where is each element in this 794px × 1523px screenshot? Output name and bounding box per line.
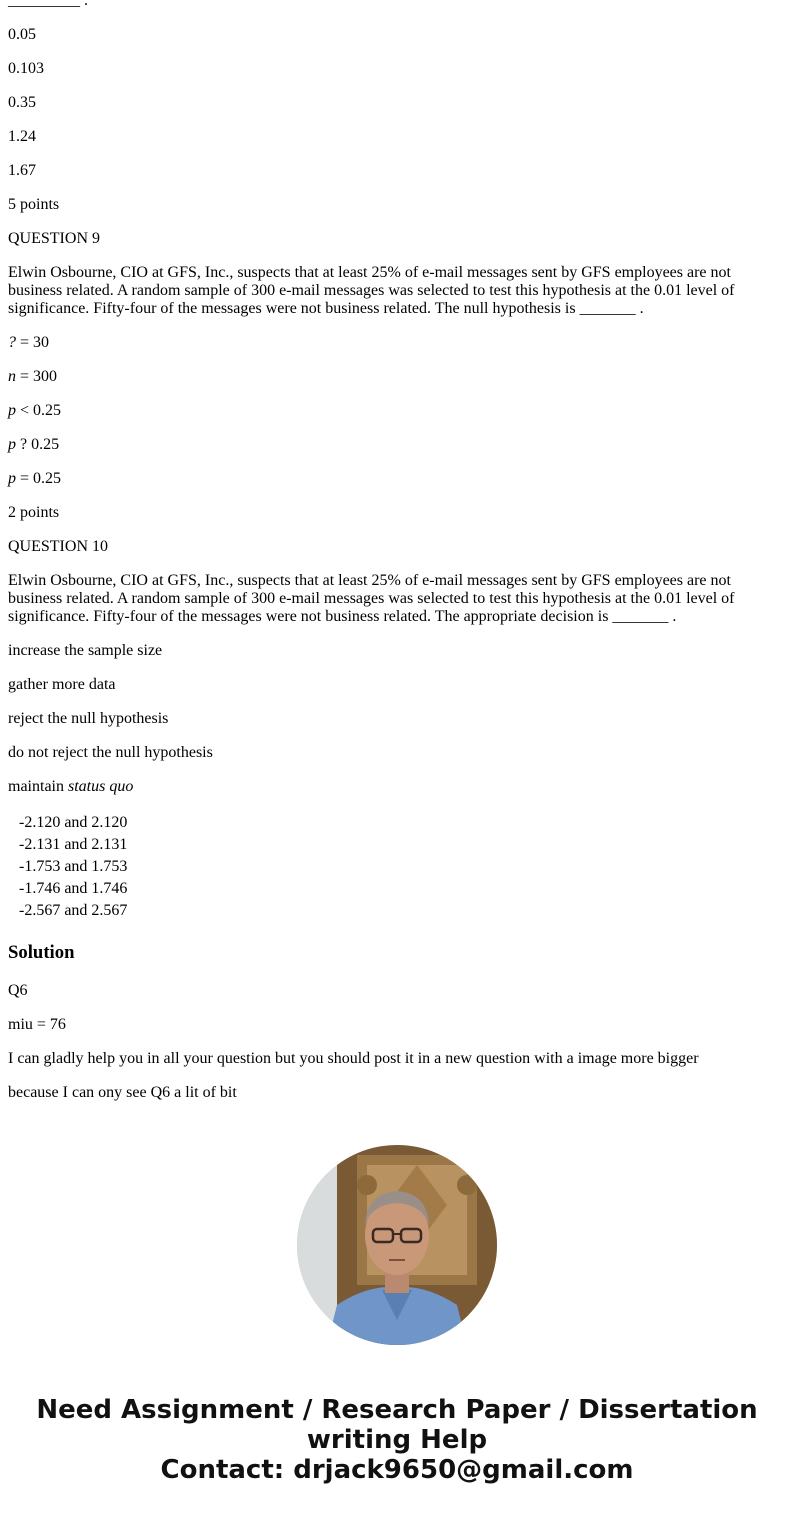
solution-heading: Solution (8, 942, 75, 963)
solution-line: miu = 76 (8, 1016, 66, 1033)
q9-points: 2 points (8, 504, 60, 521)
answer-list (8, 812, 786, 922)
q9-option-rest: < 0.25 (16, 402, 62, 419)
q10-option: gather more data (8, 676, 116, 693)
question-10-text: Elwin Osbourne, CIO at GFS, Inc., suspects that at least 25% of e-mail messages sent by GFS employees are not business related. A random sample of 300 e-mail messages was selected to test this hypothesis at the 0.01 level of significance. Fifty-four of the messages were not business related. The appropriate decision is _______ . (8, 572, 735, 625)
q9-option-rest: ? 0.25 (16, 436, 60, 453)
solution-line: Q6 (8, 982, 28, 999)
footer-contact: Contact: drjack9650@gmail.com (160, 1455, 634, 1485)
q10-option-prefix: maintain (8, 778, 68, 795)
answer-item: -1.746 and 1.746 (19, 880, 128, 897)
q9-option-var: n (8, 368, 16, 385)
author-photo-image (297, 1145, 497, 1345)
question-9-text: Elwin Osbourne, CIO at GFS, Inc., suspects that at least 25% of e-mail messages sent by GFS employees are not business related. A random sample of 300 e-mail messages was selected to test this hypothesis at the 0.01 level of significance. Fifty-four of the messages were not business related. The null hypothesis is _______ . (8, 264, 735, 317)
q9-option (8, 436, 786, 454)
q10-option: reject the null hypothesis (8, 710, 169, 727)
q8-option: 0.103 (8, 60, 44, 77)
q10-option (8, 778, 786, 796)
q8-option: 0.05 (8, 26, 36, 43)
question-10-title: QUESTION 10 (8, 538, 108, 555)
q9-option (8, 334, 786, 352)
footer-headline: Need Assignment / Research Paper / Dissertation writing Help (36, 1395, 758, 1455)
footer-banner (0, 1395, 794, 1485)
q9-option-rest: = 300 (16, 368, 58, 385)
q8-option: 1.24 (8, 128, 36, 145)
q8-points: 5 points (8, 196, 60, 213)
solution-line: I can gladly help you in all your question but you should post it in a new question with a image more bigger (8, 1050, 699, 1067)
q9-option-var: p (8, 402, 16, 419)
question-8-blank: _________ . (8, 0, 88, 9)
answer-item: -2.131 and 2.131 (19, 836, 128, 853)
q8-option: 0.35 (8, 94, 36, 111)
author-photo (297, 1145, 497, 1345)
solution-line: because I can ony see Q6 a lit of bit (8, 1084, 237, 1101)
q8-option: 1.67 (8, 162, 36, 179)
q9-option (8, 402, 786, 420)
q9-option (8, 368, 786, 386)
q9-option-var: p (8, 470, 16, 487)
q9-option (8, 470, 786, 488)
answer-item: -2.567 and 2.567 (19, 902, 128, 919)
q9-option-var: ? (8, 334, 16, 351)
q9-option-rest: = 30 (16, 334, 50, 351)
answer-item: -2.120 and 2.120 (19, 814, 128, 831)
question-9-title: QUESTION 9 (8, 230, 100, 247)
q9-option-rest: = 0.25 (16, 470, 62, 487)
q10-option-italic: status quo (67, 778, 134, 795)
q10-option: do not reject the null hypothesis (8, 744, 213, 761)
q10-option: increase the sample size (8, 642, 163, 659)
answer-item: -1.753 and 1.753 (19, 858, 128, 875)
q9-option-var: p (8, 436, 16, 453)
